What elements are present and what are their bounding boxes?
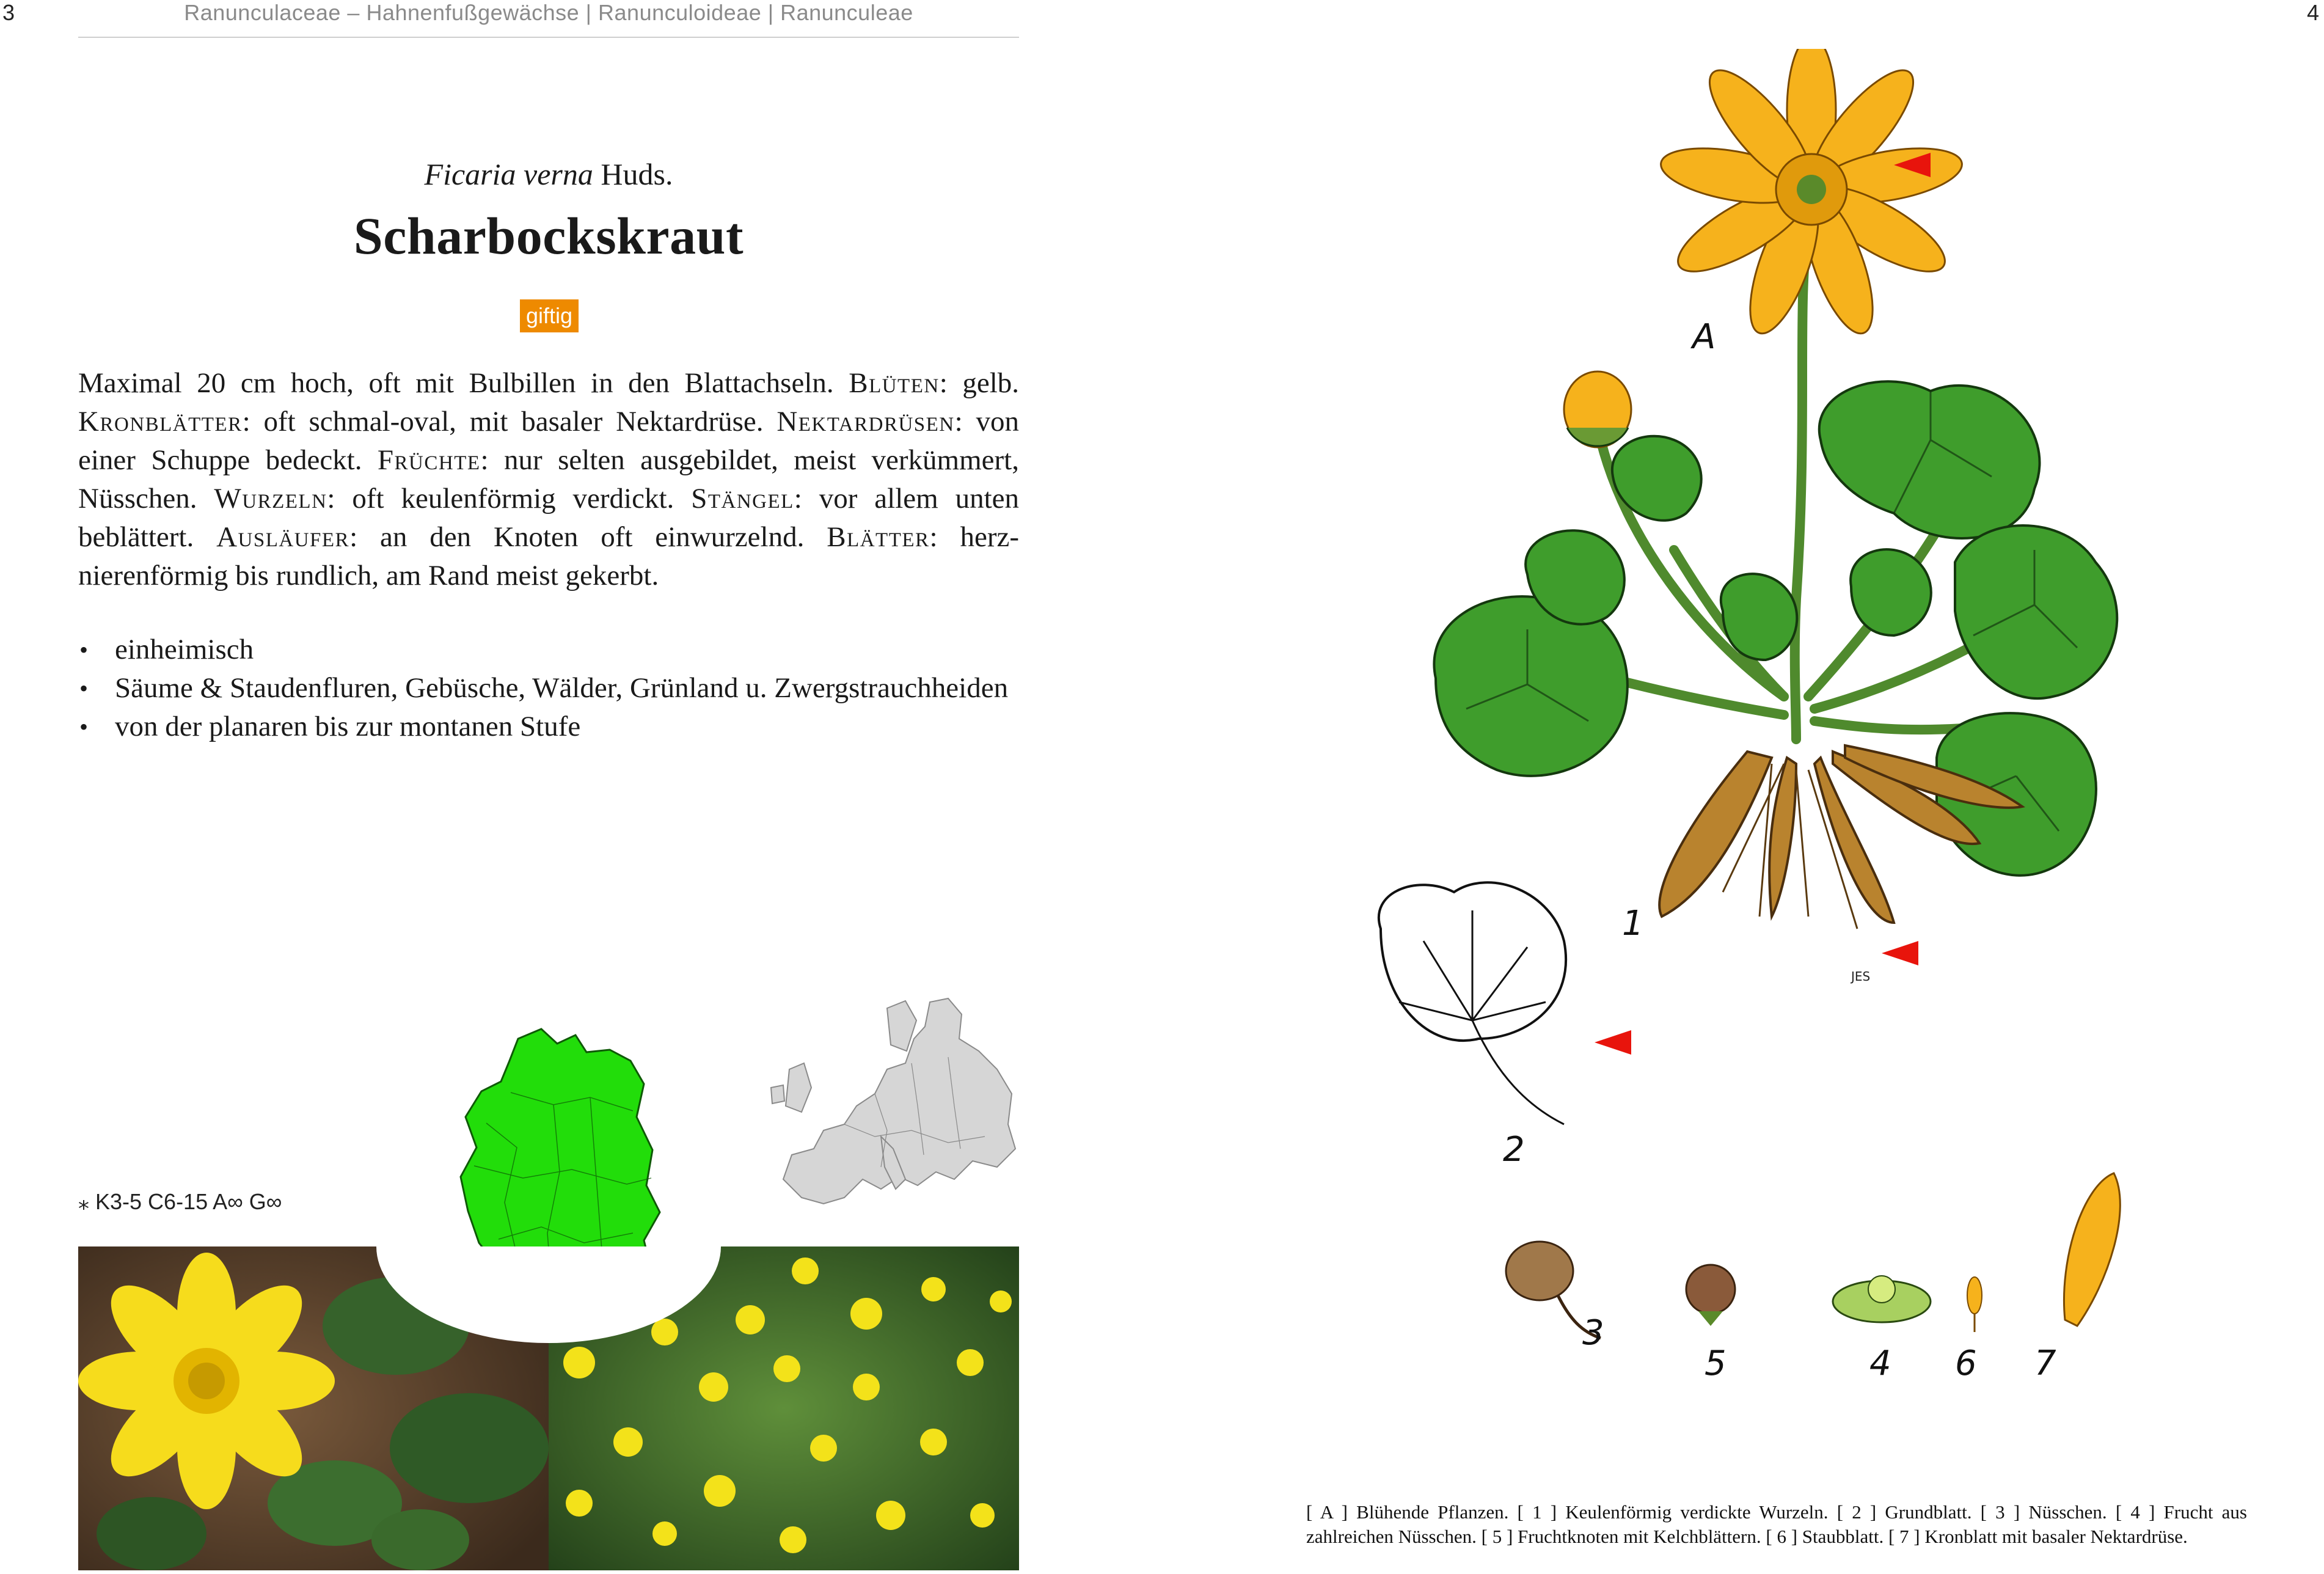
- description-paragraph: [78, 364, 1019, 595]
- leaf: [1819, 381, 2040, 538]
- tuber: [1659, 752, 1772, 917]
- desc-text-kronblaetter: : oft schmal-oval, mit basaler Nektardrüse.: [242, 406, 764, 437]
- botanical-illustration: [1344, 49, 2260, 1411]
- description: [78, 364, 1019, 595]
- europe-shape: [771, 998, 1015, 1204]
- europe-distribution-map: [765, 996, 1021, 1210]
- desc-text-nektardruesen: : von einer Schuppe bedeckt.: [78, 406, 1020, 476]
- desc-key-auslaeufer: Ausläufer: [216, 521, 350, 553]
- basal-leaf-drawing: [1379, 882, 1566, 1124]
- page-number-left: 3: [2, 0, 15, 25]
- page-number-right: 4: [2306, 0, 2319, 25]
- label-7: 7: [2034, 1344, 2056, 1383]
- list-item: • einheimisch: [78, 631, 1019, 669]
- red-triangle-pointer-icon: [1595, 1030, 1631, 1055]
- flower-bud: [1564, 372, 1631, 447]
- desc-key-nektardruesen: Nektardrüsen: [776, 406, 955, 437]
- label-3: 3: [1582, 1313, 1604, 1353]
- label-5: 5: [1705, 1344, 1727, 1383]
- desc-key-kronblaetter: Kronblätter: [78, 406, 243, 437]
- desc-key-wurzeln: Wurzeln: [214, 483, 327, 514]
- label-1: 1: [1622, 904, 1644, 943]
- photo-strip: [78, 1246, 1019, 1570]
- scientific-name: [78, 156, 1019, 192]
- detail-petal: [2064, 1173, 2120, 1326]
- habitat-list: [78, 631, 1019, 746]
- label-4: 4: [1869, 1344, 1891, 1383]
- desc-text-staengel: : vor allem unten beblättert.: [78, 483, 1019, 553]
- desc-intro: Maximal 20 cm hoch, oft mit Bulbillen in den Blattachseln.: [78, 367, 834, 399]
- desc-text-fruechte: : nur selten ausgebildet, meist verkümmert, Nüsschen.: [78, 444, 1019, 514]
- artist-signature: JES: [1851, 969, 1871, 984]
- detail-stamen: [1967, 1277, 1982, 1332]
- label-6: 6: [1955, 1344, 1977, 1383]
- desc-text-auslaeufer: : an den Knoten oft einwurzelnd.: [349, 521, 805, 553]
- desc-text-blueten: : gelb.: [939, 367, 1020, 399]
- genus-species: Ficaria verna: [424, 157, 593, 191]
- detail-fruit: [1833, 1276, 1931, 1322]
- figure-caption: [ A ] Blühende Pflanzen. [ 1 ] Keulenförmig verdickte Wurzeln. [ 2 ] Grundblatt. [ 3 ] Nüsschen. [ 4 ] Frucht aus zahlreichen Nüsschen. [ 5 ] Fruchtknoten mit Kelchblättern. [ 6 ] Staubblatt. [ 7 ] Kronblatt mit basaler Nektardrüse.: [1306, 1501, 2247, 1547]
- tuber: [1769, 758, 1796, 917]
- open-flower: [1657, 49, 1966, 342]
- plant-A: [1434, 49, 2117, 929]
- desc-key-blueten: Blüten: [849, 367, 940, 399]
- leaf: [1721, 574, 1797, 660]
- page-title: Scharbockskraut: [353, 207, 744, 265]
- detail-fruit-head: [1686, 1265, 1735, 1326]
- desc-key-fruechte: Früchte: [377, 444, 481, 476]
- list-item: • von der planaren bis zur montanen Stufe: [78, 708, 1019, 746]
- label-A: A: [1692, 317, 1716, 357]
- leaf: [1955, 525, 2117, 698]
- toxicity-badge: giftig: [520, 299, 579, 332]
- leaf: [1851, 549, 1931, 635]
- label-2: 2: [1503, 1130, 1525, 1170]
- desc-text-wurzeln: : oft keulenförmig verdickt.: [327, 483, 674, 514]
- list-item: • Säume & Staudenfluren, Gebüsche, Wälder, Grünland u. Zwergstrauchheiden: [78, 669, 1019, 708]
- photo-flower: [78, 1253, 335, 1509]
- photo-panel: [78, 1246, 1019, 1570]
- desc-key-staengel: Stängel: [691, 483, 794, 514]
- running-head-rule: [78, 37, 1019, 38]
- running-head: Ranunculaceae – Hahnenfußgewächse | Ranunculoideae | Ranunculeae: [184, 0, 913, 25]
- desc-key-blaetter: Blätter: [827, 521, 930, 553]
- desc-text-blaetter: : herz-nierenförmig bis rundlich, am Rand meist gekerbt.: [78, 521, 1019, 591]
- red-triangle-pointer-icon: [1882, 941, 1918, 965]
- flower-formula: ⁎ K3-5 C6-15 A∞ G∞: [78, 1189, 282, 1214]
- author: Huds.: [601, 157, 673, 191]
